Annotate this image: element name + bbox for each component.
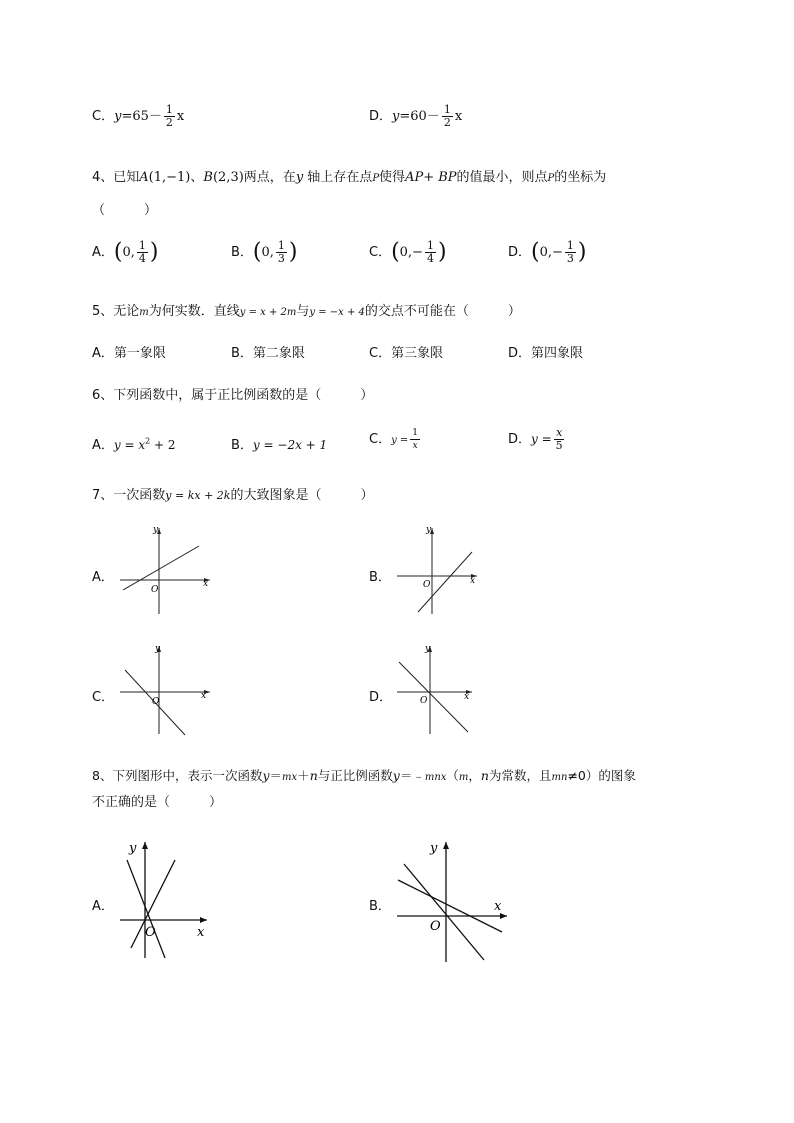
expr-var: y [392,109,400,124]
q7-graph-a [115,522,215,617]
expr-text: =65－ [121,109,162,124]
q3-option-c[interactable] [92,104,184,129]
q6-option-b[interactable]: B．y = −2x + 1 [231,438,328,453]
svg-text:x: x [203,579,209,589]
q4-option-d[interactable]: D．(0,− $\frac{1}{3}$ ) [508,239,587,265]
q7-stem: 7、一次函数y = kx + 2k的大致图象是（ ） [92,488,374,503]
expr-var: x [176,109,185,124]
q6-option-d[interactable]: D．y = $\frac{x}{5}$ [508,426,563,452]
fraction: $\frac{1}{2}$ [443,103,451,129]
q3-option-d[interactable] [369,104,462,129]
q6-option-c[interactable]: C．y = $\frac{1}{x}$ [369,428,419,451]
option-label: C． [92,109,115,124]
q8-graph-a [115,836,220,960]
svg-text:x: x [470,576,476,586]
svg-text:y: y [153,525,159,535]
expr-text: =60－ [399,109,440,124]
q7-option-c[interactable]: C． [92,690,115,705]
svg-text:O: O [151,585,159,595]
svg-text:x: x [494,899,502,914]
option-label: D． [369,109,393,124]
svg-text:y: y [129,841,137,856]
q8-option-b[interactable]: B． [369,899,391,914]
expr-var: y [114,109,122,124]
q6-stem: 6、下列函数中，属于正比例函数的是（ ） [92,388,374,403]
fraction: $\frac{1}{2}$ [165,103,173,129]
q4-option-c[interactable]: C．(0,− $\frac{1}{4}$ ) [369,239,447,265]
q7-graph-b [392,522,492,617]
expr-var: x [454,109,463,124]
q8-option-a[interactable]: A． [92,899,114,914]
q5-option-b[interactable]: B．第二象限 [231,346,305,361]
q4-option-b[interactable]: B．(0, $\frac{1}{3}$ ) [231,239,298,265]
svg-text:y: y [155,644,161,654]
svg-text:O: O [430,919,441,934]
q8-stem-line2: 不正确的是（ ） [92,795,223,810]
svg-text:O: O [152,697,160,707]
q6-option-a[interactable]: A．$y = x^2 + 2$ [92,436,176,453]
q8-graph-b [392,836,517,964]
svg-text:x: x [464,692,470,702]
svg-text:y: y [430,841,438,856]
svg-text:O: O [420,696,428,706]
svg-text:x: x [201,691,207,701]
svg-text:x: x [197,925,205,940]
q7-graph-c [115,640,215,737]
q5-option-d[interactable]: D．第四象限 [508,346,584,361]
q8-stem-line1: 8、下列图形中，表示一次函数y＝mx＋n与正比例函数y＝﹣mnx（m，n为常数，且mn≠0）的图象 [92,768,636,783]
q4-option-a[interactable]: A．(0, $\frac{1}{4}$ ) [92,239,159,265]
q7-option-b[interactable]: B． [369,570,391,585]
q5-stem: 5、无论m为何实数．直线y = x + 2m与y = −x + 4的交点不可能在（ ） [92,304,521,319]
q4-answer-paren: （ ） [92,203,158,218]
svg-text:O: O [145,925,156,940]
svg-text:O: O [423,580,431,590]
q5-option-a[interactable]: A．第一象限 [92,346,166,361]
svg-text:y: y [426,525,432,535]
q7-graph-d [392,640,492,737]
q7-option-a[interactable]: A． [92,570,114,585]
q7-option-d[interactable]: D． [369,690,393,705]
svg-text:y: y [425,644,431,654]
q4-stem: 4、已知A(1,−1)、B(2,3)两点，在y 轴上存在点P使得AP+ BP的值最小，则点P的坐标为 [92,170,607,185]
q5-option-c[interactable]: C．第三象限 [369,346,444,361]
